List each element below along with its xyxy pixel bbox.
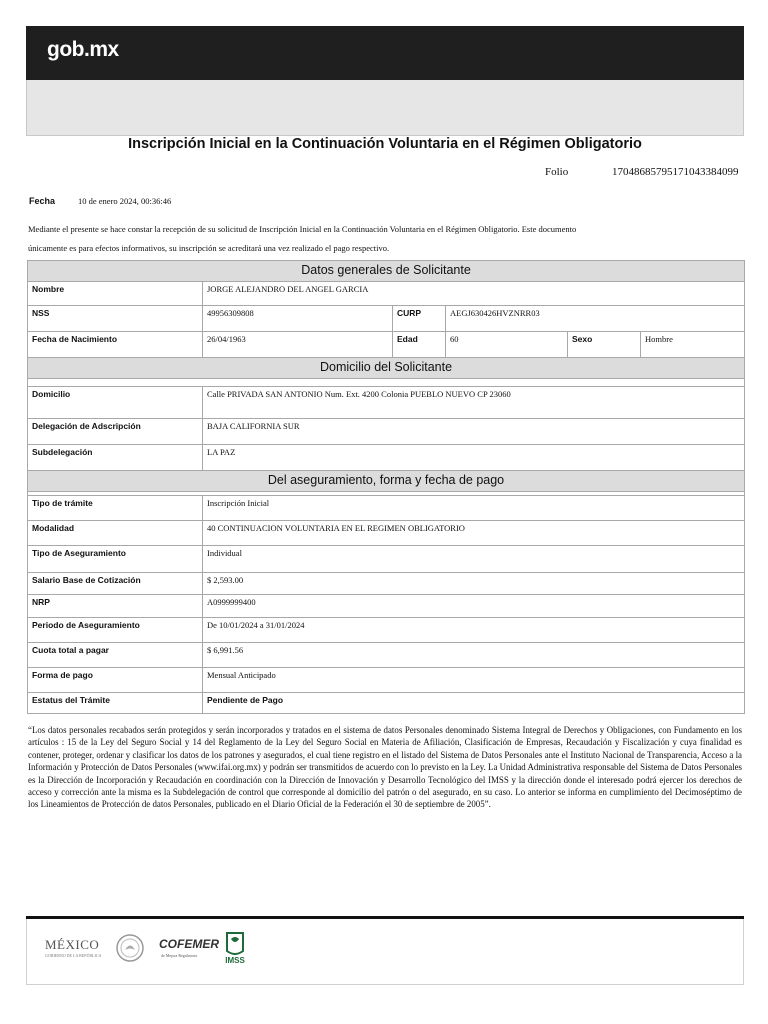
table-row [28,618,745,643]
nombre-value: JORGE ALEJANDRO DEL ANGEL GARCIA [203,282,745,306]
estatus-tramite-value: Pendiente de Pago [203,693,745,714]
tipo-tramite-label: Tipo de trámite [28,496,203,521]
nss-label: NSS [28,306,203,332]
header-banner [26,26,744,80]
nss-value: 49956309808 [203,306,393,332]
modalidad-label: Modalidad [28,521,203,546]
forma-pago-value: Mensual Anticipado [203,668,745,693]
salario-base-label: Salario Base de Cotización [28,573,203,595]
periodo-aseguramiento-value: De 10/01/2024 a 31/01/2024 [203,618,745,643]
aseguramiento-table [27,470,745,714]
fecha-nacimiento-value: 26/04/1963 [203,332,393,358]
modalidad-value: 40 CONTINUACION VOLUNTARIA EN EL REGIMEN OBLIGATORIO [203,521,745,546]
fecha-value: 10 de enero 2024, 00:36:46 [78,196,172,206]
edad-label: Edad [393,332,446,358]
nrp-value: A0999999400 [203,595,745,618]
privacy-notice: “Los datos personales recabados serán protegidos y serán incorporados y tratados en el sistema de datos Personales denominado Sistema Integral de Derechos y Obligaciones, con Fundamento en los artículos : 15 de la Ley del Seguro Social y 14 del Reglamento de la Ley del Seguro Social en Materia de Afiliación, Clasificación de Empresas, Recaudación y Fiscalización y cuya finalidad es contener, proteger, ordenar y clasificar los datos de los patrones y asegurados, el cual tiene registro en el listado del Sistema de Datos Personales ante el Instituto Nacional de Transparencia, Acceso a la Información y Protección de Datos Personales (www.ifai.org.mx) y podrán ser transmitidos de acuerdo con lo previsto en la Ley. La Unidad Administrativa responsable del Sistema de Datos Personales es la Dirección de Incorporación y Recaudación en coordinación con la Dirección de Innovación y Desarrollo Tecnológico del IMSS y la dirección donde el interesado podrá ejercer los derechos de acceso y corrección ante la misma es la Subdelegación de control que corresponde al domicilio del patrón o del asegurado, en su caso. Lo anterior se informa en cumplimiento del Decimoséptimo de los Lineamientos de Protección de datos Personales, publicado en el Diario Oficial de la Federación el 30 de septiembre de 2005”. [28,725,742,810]
cofemer-subtitle: de Mejora Regulatoria [161,953,197,958]
folio-label: Folio [545,166,569,178]
imss-logo-icon [222,931,248,965]
subdelegacion-label: Subdelegación [28,445,203,471]
header-gray-bar [26,80,744,136]
table-row [28,693,745,714]
sexo-value: Hombre [641,332,745,358]
gobmx-logo[interactable]: gob.mx [47,38,119,61]
mexico-logo-subtitle: GOBIERNO DE LA REPÚBLICA [45,953,102,958]
footer [26,919,744,985]
domicilio-label: Domicilio [28,387,203,419]
curp-label: CURP [393,306,446,332]
domicilio-value: Calle PRIVADA SAN ANTONIO Num. Ext. 4200 Colonia PUEBLO NUEVO CP 23060 [203,387,745,419]
estatus-tramite-label: Estatus del Trámite [28,693,203,714]
folio-value: 17048685795171043384099 [612,166,739,178]
sexo-label: Sexo [568,332,641,358]
section-heading-datos-generales: Datos generales de Solicitante [28,261,745,282]
tipo-tramite-value: Inscripción Inicial [203,496,745,521]
table-row [28,496,745,521]
nombre-label: Nombre [28,282,203,306]
page-title: Inscripción Inicial en la Continuación Voluntaria en el Régimen Obligatorio [128,136,642,152]
periodo-aseguramiento-label: Periodo de Aseguramiento [28,618,203,643]
table-row [28,643,745,668]
imss-logo-text: IMSS [225,956,245,965]
national-seal-icon [115,933,145,963]
salario-base-value: $ 2,593.00 [203,573,745,595]
forma-pago-label: Forma de pago [28,668,203,693]
table-row [28,573,745,595]
table-row [28,521,745,546]
mexico-logo-text: MÉXICO [45,937,100,952]
curp-value: AEGJ630426HVZNRR03 [446,306,745,332]
table-row [28,546,745,573]
table-row [28,595,745,618]
intro-text: Mediante el presente se hace constar la recepción de su solicitud de Inscripción Inicial en la Continuación Voluntaria en el Régimen Obligatorio. Este documento únicamente es para efectos informativos, su inscripción se acreditará una vez realizado el pago respectivo. [28,224,577,253]
cofemer-logo: COFEMER [159,937,219,951]
cuota-total-value: $ 6,991.56 [203,643,745,668]
table-row [28,668,745,693]
edad-value: 60 [446,332,568,358]
tipo-aseguramiento-value: Individual [203,546,745,573]
datos-generales-table [27,260,745,471]
fecha-nacimiento-label: Fecha de Nacimiento [28,332,203,358]
section-heading-aseguramiento: Del aseguramiento, forma y fecha de pago [28,471,745,492]
nrp-label: NRP [28,595,203,618]
cuota-total-label: Cuota total a pagar [28,643,203,668]
section-heading-domicilio: Domicilio del Solicitante [28,358,745,379]
fecha-label: Fecha [29,196,56,206]
tipo-aseguramiento-label: Tipo de Aseguramiento [28,546,203,573]
delegacion-value: BAJA CALIFORNIA SUR [203,419,745,445]
delegacion-label: Delegación de Adscripción [28,419,203,445]
subdelegacion-value: LA PAZ [203,445,745,471]
